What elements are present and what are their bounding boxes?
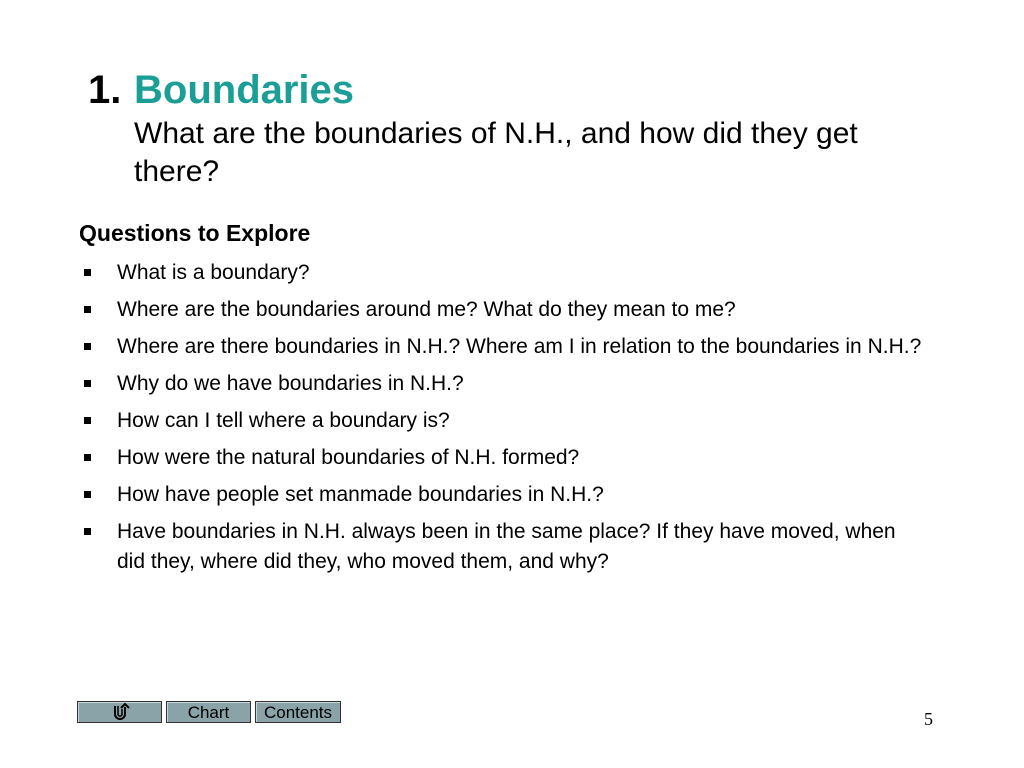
bullet-icon bbox=[79, 517, 117, 577]
slide-title-block bbox=[88, 68, 948, 191]
list-item bbox=[79, 517, 929, 577]
list-item bbox=[79, 406, 929, 436]
question-text: Where are there boundaries in N.H.? Where am I in relation to the boundaries in N.H.? bbox=[117, 335, 922, 358]
chart-button[interactable]: Chart bbox=[166, 701, 251, 723]
question-text: Why do we have boundaries in N.H.? bbox=[117, 372, 464, 395]
question-text: How can I tell where a boundary is? bbox=[117, 409, 450, 432]
list-item bbox=[79, 332, 929, 362]
bullet-icon bbox=[79, 332, 117, 362]
bullet-icon bbox=[79, 480, 117, 510]
slide-subtitle: What are the boundaries of N.H., and how did they get there? bbox=[134, 117, 858, 188]
bullet-icon bbox=[79, 295, 117, 325]
list-item bbox=[79, 480, 929, 510]
question-text: How were the natural boundaries of N.H. formed? bbox=[117, 446, 580, 469]
bullet-icon bbox=[79, 406, 117, 436]
question-list bbox=[79, 258, 929, 584]
question-text: Where are the boundaries around me? What do they mean to me? bbox=[117, 298, 736, 321]
slide-title: Boundaries bbox=[134, 68, 355, 112]
bullet-icon bbox=[79, 258, 117, 288]
slide-nav-bar bbox=[77, 701, 341, 723]
bullet-icon bbox=[79, 369, 117, 399]
question-text: Have boundaries in N.H. always been in the same place? If they have moved, when did they, where did they, who moved them, and why? bbox=[117, 520, 896, 573]
list-item bbox=[79, 369, 929, 399]
bullet-icon bbox=[79, 443, 117, 473]
title-number: 1. bbox=[88, 68, 122, 112]
back-button[interactable] bbox=[77, 701, 162, 723]
return-arrow-icon bbox=[110, 702, 130, 726]
page-number: 5 bbox=[924, 709, 933, 729]
contents-button[interactable]: Contents bbox=[255, 701, 341, 723]
title-row bbox=[88, 68, 948, 113]
question-text: What is a boundary? bbox=[117, 261, 310, 284]
list-item bbox=[79, 258, 929, 288]
list-item bbox=[79, 295, 929, 325]
section-heading: Questions to Explore bbox=[79, 220, 311, 246]
list-item bbox=[79, 443, 929, 473]
question-text: How have people set manmade boundaries in N.H.? bbox=[117, 483, 604, 506]
